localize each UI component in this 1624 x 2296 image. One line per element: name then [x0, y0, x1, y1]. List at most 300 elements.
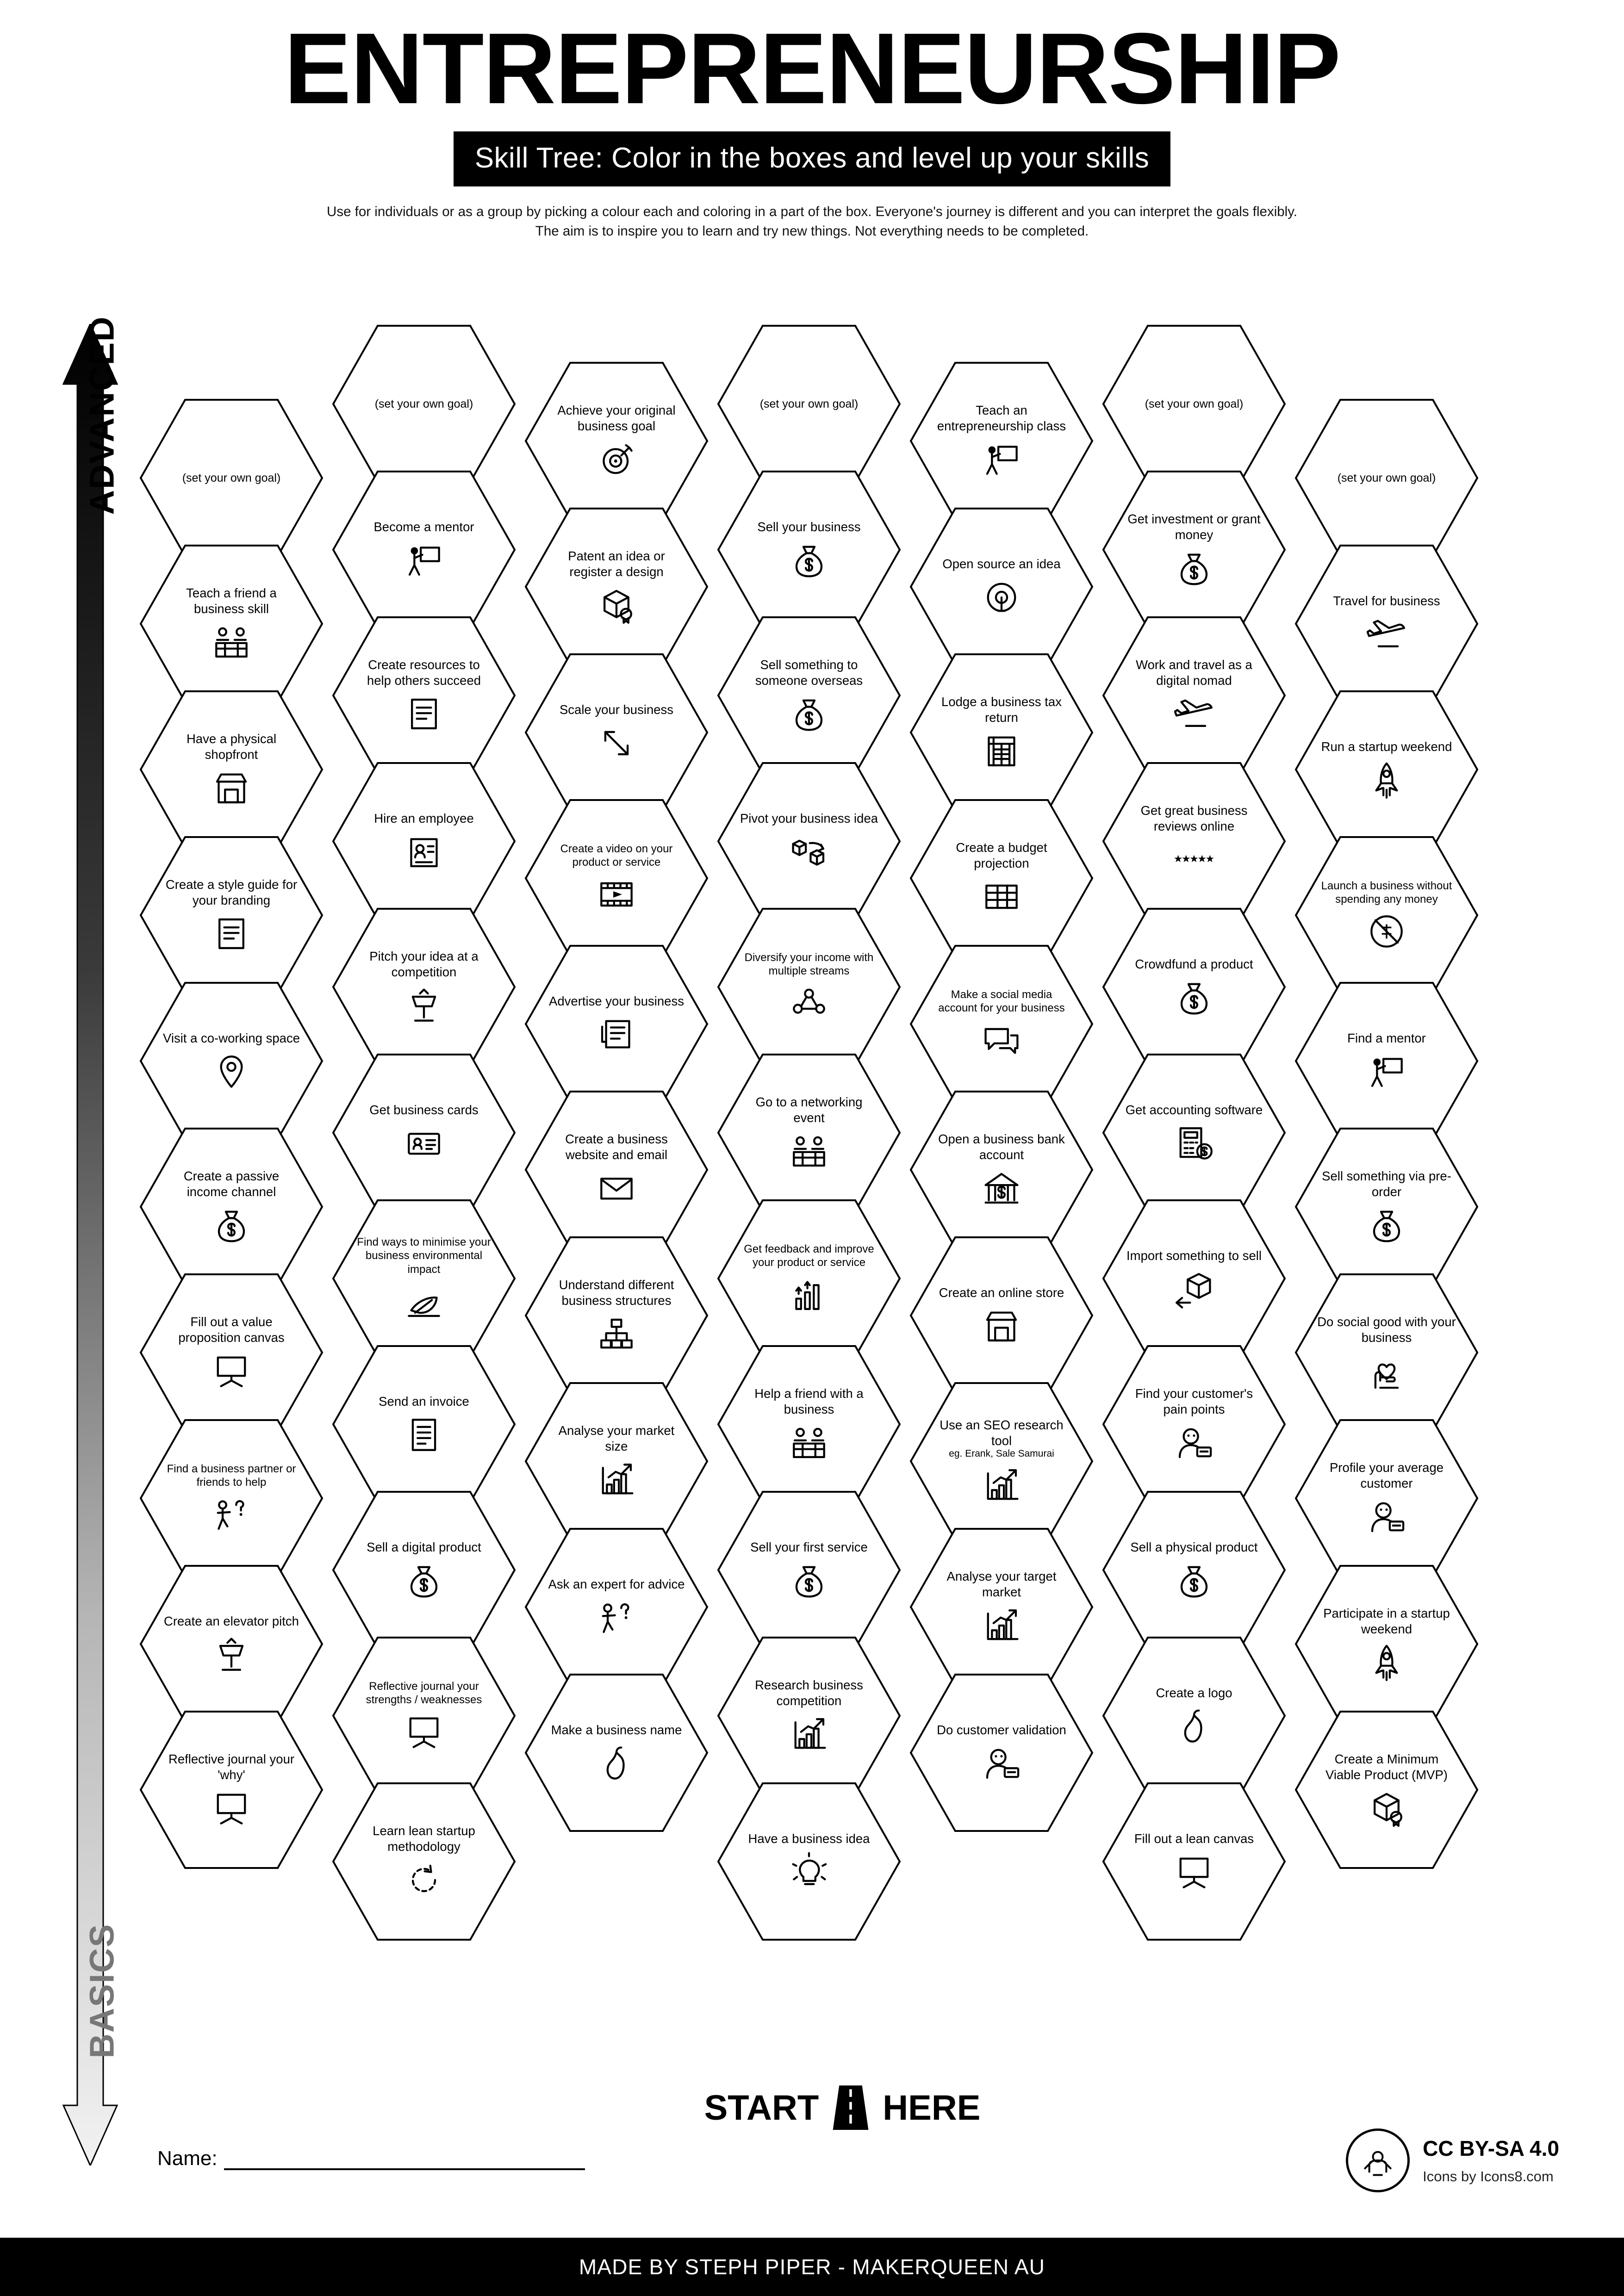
- accounting-icon: [1174, 1123, 1214, 1163]
- hex-content: [738, 634, 880, 757]
- money-bag-icon: [404, 1561, 444, 1601]
- hex-label: Use an SEO research tool: [940, 1418, 1064, 1448]
- hex-label: Make a social media account for your business: [938, 988, 1065, 1014]
- start-here-marker: [666, 2082, 1018, 2133]
- money-bag-icon: [1174, 548, 1214, 588]
- hex-content: [353, 1654, 495, 1777]
- hex-content: [1315, 854, 1458, 977]
- skill-hex[interactable]: [331, 1198, 516, 1359]
- package-seal-icon: [1367, 1788, 1406, 1828]
- stars-icon: [1174, 840, 1214, 880]
- hex-label: Run a startup weekend: [1321, 739, 1452, 754]
- hex-label: Find a mentor: [1347, 1031, 1426, 1046]
- hex-content: [353, 342, 495, 465]
- skill-hex[interactable]: [909, 1381, 1094, 1541]
- hex-label: Create a video on your product or service: [560, 842, 673, 869]
- skill-hex[interactable]: [139, 1564, 324, 1724]
- skill-hex[interactable]: [1294, 1710, 1479, 1870]
- hex-label: Participate in a startup weekend: [1323, 1606, 1450, 1636]
- presenter-icon: [982, 440, 1021, 479]
- podium-icon: [212, 1635, 251, 1675]
- skill-hex[interactable]: [1101, 324, 1287, 484]
- skill-hex[interactable]: [524, 507, 709, 667]
- presenter-icon: [1367, 1052, 1406, 1092]
- name-label: Name:: [157, 2147, 218, 2170]
- invoice-icon: [404, 1415, 444, 1455]
- hex-label: Pitch your idea at a competition: [369, 949, 479, 979]
- hex-label: Create a passive income channel: [183, 1169, 280, 1199]
- hex-content: [1123, 634, 1265, 757]
- customer-icon: [1367, 1497, 1406, 1537]
- hex-content: [1123, 342, 1265, 465]
- hex-label: Create a logo: [1156, 1686, 1232, 1700]
- hex-content: [160, 1437, 303, 1560]
- hex-label: Find a business partner or friends to help: [167, 1462, 296, 1489]
- skill-hex[interactable]: [1101, 1636, 1287, 1796]
- skill-hex[interactable]: [716, 1053, 902, 1213]
- presenter-icon: [404, 540, 444, 580]
- hex-content: [160, 854, 303, 977]
- rocket-icon: [1367, 760, 1406, 800]
- skill-hex[interactable]: [1294, 1127, 1479, 1287]
- difficulty-axis: [49, 316, 148, 2166]
- hex-content: [1123, 1508, 1265, 1632]
- skill-hex[interactable]: [139, 1127, 324, 1287]
- name-input[interactable]: [224, 2149, 585, 2170]
- hex-label: Make a business name: [551, 1723, 682, 1738]
- skill-hex[interactable]: [1294, 1272, 1479, 1433]
- skill-hex[interactable]: [1294, 981, 1479, 1141]
- hex-label: Help a friend with a business: [754, 1386, 864, 1416]
- money-bag-icon: [1367, 1205, 1406, 1245]
- bar-chart-up-icon: [597, 1460, 636, 1500]
- hex-label: Create a style guide for your branding: [165, 877, 298, 907]
- skill-hex[interactable]: [1294, 1418, 1479, 1578]
- skill-hex[interactable]: [331, 615, 516, 776]
- skill-hex[interactable]: [139, 398, 324, 558]
- hex-content: [930, 671, 1073, 794]
- hex-label: Analyse your target market: [946, 1569, 1057, 1599]
- skill-hex[interactable]: [716, 1490, 902, 1650]
- hex-content: [545, 1108, 688, 1231]
- hex-label: Sell your first service: [750, 1540, 868, 1555]
- hex-content: [930, 379, 1073, 503]
- skill-hex[interactable]: [331, 1490, 516, 1650]
- hex-content: [1123, 1654, 1265, 1777]
- hex-content: [738, 1800, 880, 1923]
- start-label: START: [704, 2088, 819, 2128]
- skill-hex[interactable]: [909, 507, 1094, 667]
- hex-content: [1315, 562, 1458, 685]
- hex-label: Create a business website and email: [565, 1132, 668, 1162]
- skill-hex[interactable]: [139, 544, 324, 704]
- hex-label: Sell a digital product: [367, 1540, 481, 1555]
- id-badge-icon: [404, 832, 444, 872]
- hex-label: Achieve your original business goal: [557, 403, 676, 433]
- bar-chart-up-icon: [982, 1465, 1021, 1505]
- hex-content: [930, 1108, 1073, 1231]
- skill-hex[interactable]: [524, 1673, 709, 1833]
- skill-hex[interactable]: [716, 907, 902, 1067]
- scale-arrow-icon: [597, 723, 636, 763]
- hex-content: [738, 1217, 880, 1340]
- teach-friend-icon: [212, 622, 251, 662]
- page-title: ENTREPRENEURSHIP: [284, 12, 1340, 125]
- hex-content: [930, 1400, 1073, 1523]
- bank-icon: [982, 1168, 1021, 1208]
- axis-label-basics: BASICS: [82, 1923, 121, 2059]
- person-question-icon: [597, 1598, 636, 1638]
- hex-content: [738, 1363, 880, 1486]
- hex-content: [353, 1217, 495, 1340]
- hex-label: Get investment or grant money: [1127, 512, 1261, 542]
- skill-hex[interactable]: [524, 361, 709, 521]
- skill-hex[interactable]: [1101, 470, 1287, 630]
- table-icon: [982, 877, 1021, 917]
- business-card-icon: [404, 1123, 444, 1163]
- hex-content: [353, 634, 495, 757]
- hex-content: [545, 379, 688, 503]
- hex-content: [353, 1800, 495, 1923]
- skill-hex[interactable]: [909, 1090, 1094, 1250]
- hex-label: (set your own goal): [759, 397, 859, 410]
- package-seal-icon: [597, 585, 636, 625]
- hex-content: [545, 525, 688, 648]
- skill-hex[interactable]: [1294, 689, 1479, 850]
- skill-hex[interactable]: [331, 1781, 516, 1942]
- hex-label: (set your own goal): [374, 397, 473, 410]
- hex-content: [1123, 1800, 1265, 1923]
- hex-label: (set your own goal): [1337, 471, 1436, 484]
- hex-content: [1315, 708, 1458, 831]
- hex-content: [353, 925, 495, 1049]
- hex-label: Learn lean startup methodology: [373, 1824, 475, 1854]
- skill-hex[interactable]: [331, 1636, 516, 1796]
- hex-label: Sell something to someone overseas: [755, 658, 863, 688]
- skill-hex[interactable]: [331, 761, 516, 921]
- document-icon: [212, 914, 251, 954]
- skill-hex[interactable]: [909, 944, 1094, 1104]
- hex-label: Open source an idea: [942, 557, 1061, 571]
- hex-label: Understand different business structures: [559, 1278, 674, 1308]
- skill-hex[interactable]: [1101, 1198, 1287, 1359]
- skill-hex[interactable]: [1294, 835, 1479, 995]
- skill-hex[interactable]: [716, 615, 902, 776]
- hex-label: Do social good with your business: [1317, 1315, 1456, 1345]
- skill-hex[interactable]: [524, 1381, 709, 1541]
- hex-label: Teach a friend a business skill: [186, 586, 277, 616]
- hex-content: [1315, 1728, 1458, 1851]
- target-icon: [597, 440, 636, 479]
- hex-label: Scale your business: [559, 702, 674, 717]
- skill-hex[interactable]: [139, 689, 324, 850]
- hex-label: Send an invoice: [379, 1394, 469, 1409]
- money-bag-icon: [789, 1561, 829, 1601]
- skill-hex[interactable]: [331, 1053, 516, 1213]
- hex-content: [930, 525, 1073, 648]
- license-block: [1346, 2128, 1559, 2192]
- skill-hex[interactable]: [1101, 1781, 1287, 1942]
- hex-content: [738, 780, 880, 903]
- hex-content: [1315, 1291, 1458, 1414]
- customer-icon: [1174, 1423, 1214, 1463]
- customer-icon: [982, 1744, 1021, 1783]
- hex-content: [545, 1691, 688, 1814]
- bar-chart-up-icon: [789, 1714, 829, 1754]
- hex-label: Reflective journal your 'why': [168, 1752, 295, 1782]
- skill-hex[interactable]: [524, 798, 709, 958]
- skill-hex[interactable]: [716, 761, 902, 921]
- hex-content: [930, 1254, 1073, 1377]
- hex-label: (set your own goal): [182, 471, 281, 484]
- cc-by-sa-icon: [1346, 2128, 1410, 2192]
- hex-content: [160, 708, 303, 831]
- skill-hex[interactable]: [524, 944, 709, 1104]
- hex-label: Get great business reviews online: [1140, 803, 1248, 833]
- license-name: CC BY-SA 4.0: [1423, 2136, 1559, 2160]
- hex-content: [1315, 1437, 1458, 1560]
- hex-content: [160, 999, 303, 1123]
- hex-label: Sell a physical product: [1130, 1540, 1258, 1555]
- hex-content: [930, 1545, 1073, 1669]
- hex-label: Work and travel as a digital nomad: [1136, 658, 1252, 688]
- skill-hex[interactable]: [331, 324, 516, 484]
- skill-hex[interactable]: [139, 1710, 324, 1870]
- axis-label-advanced: ADVANCED: [82, 316, 121, 515]
- hex-label: Crowdfund a product: [1135, 957, 1253, 972]
- hex-content: [1123, 1217, 1265, 1340]
- skill-hex[interactable]: [1101, 1053, 1287, 1213]
- easel-icon: [404, 1712, 444, 1752]
- pivot-boxes-icon: [789, 832, 829, 872]
- hex-label: Import something to sell: [1126, 1248, 1262, 1263]
- skill-hex[interactable]: [1101, 907, 1287, 1067]
- hex-label: Become a mentor: [373, 520, 474, 534]
- network-icon: [789, 983, 829, 1023]
- hex-label: Patent an idea or register a design: [568, 549, 665, 579]
- form-icon: [982, 731, 1021, 771]
- money-bag-icon: [1174, 1561, 1214, 1601]
- hex-content: [1123, 780, 1265, 903]
- rocket-icon: [1367, 1643, 1406, 1682]
- leaf-hand-icon: [404, 1282, 444, 1322]
- open-source-icon: [982, 577, 1021, 617]
- hex-label: Visit a co-working space: [162, 1031, 300, 1046]
- skill-hex[interactable]: [716, 1781, 902, 1942]
- skill-hex[interactable]: [139, 1272, 324, 1433]
- skill-hex[interactable]: [1101, 1344, 1287, 1504]
- hex-content: [353, 488, 495, 611]
- chat-icon: [982, 1020, 1021, 1060]
- bar-chart-up-icon: [982, 1606, 1021, 1645]
- hex-label: Reflective journal your strengths / weaknesses: [366, 1680, 482, 1706]
- hex-content: [353, 780, 495, 903]
- hex-content: [160, 562, 303, 685]
- hex-label: Get feedback and improve your product or service: [744, 1242, 874, 1269]
- hex-label: Find ways to minimise your business environmental impact: [357, 1236, 491, 1276]
- hex-content: [545, 1254, 688, 1377]
- document-icon: [404, 694, 444, 734]
- hex-label: Create resources to help others succeed: [367, 658, 481, 688]
- hex-content: [930, 962, 1073, 1086]
- subtitle-banner: Skill Tree: Color in the boxes and level up your skills: [454, 131, 1171, 186]
- hex-content: [545, 1545, 688, 1669]
- easel-icon: [1174, 1852, 1214, 1892]
- skill-hex[interactable]: [909, 1673, 1094, 1833]
- hex-content: [545, 817, 688, 940]
- hex-label: Open a business bank account: [938, 1132, 1065, 1162]
- hex-label: Sell something via pre-order: [1322, 1169, 1451, 1199]
- import-box-icon: [1174, 1269, 1214, 1309]
- hex-label: Advertise your business: [549, 994, 684, 1009]
- hex-label: Hire an employee: [374, 811, 474, 826]
- skill-hex[interactable]: [524, 1235, 709, 1396]
- hex-content: [160, 1291, 303, 1414]
- hex-label: Lodge a business tax return: [941, 695, 1062, 725]
- hex-label: Create an elevator pitch: [164, 1614, 299, 1629]
- skill-hex[interactable]: [909, 361, 1094, 521]
- skill-hex[interactable]: [331, 907, 516, 1067]
- easel-icon: [212, 1788, 251, 1828]
- hex-label: Create a Minimum Viable Product (MVP): [1325, 1752, 1448, 1782]
- money-bag-icon: [789, 540, 829, 580]
- skill-hex[interactable]: [909, 1527, 1094, 1687]
- skill-hex[interactable]: [524, 652, 709, 813]
- hex-content: [353, 1363, 495, 1486]
- intro-paragraph: Use for individuals or as a group by picking a colour each and coloring in a part of the box. Everyone's journey is different and you can interpret the goals flexibly. The aim is to inspire you to learn and try new things. Not everything needs to be completed.: [327, 204, 1297, 239]
- logo-pear-icon: [1174, 1706, 1214, 1746]
- skill-hex[interactable]: [139, 981, 324, 1141]
- hex-content: [738, 925, 880, 1049]
- shop-icon: [982, 1306, 1021, 1346]
- hex-content: [1123, 1071, 1265, 1194]
- license-attribution: Icons by Icons8.com: [1423, 2168, 1554, 2184]
- hex-sublabel: eg. Erank, Sale Samurai: [949, 1448, 1054, 1459]
- hex-label: Create an online store: [939, 1285, 1064, 1300]
- hex-content: [1315, 999, 1458, 1123]
- hex-content: [738, 488, 880, 611]
- skill-hex[interactable]: [909, 798, 1094, 958]
- skill-hex[interactable]: [909, 652, 1094, 813]
- hex-content: [738, 1508, 880, 1632]
- skill-hex[interactable]: [716, 1636, 902, 1796]
- skill-hex[interactable]: [331, 1344, 516, 1504]
- money-bag-icon: [789, 694, 829, 734]
- skill-hex[interactable]: [716, 1198, 902, 1359]
- easel-icon: [212, 1351, 251, 1391]
- skill-hex[interactable]: [1101, 1490, 1287, 1650]
- envelope-icon: [597, 1168, 636, 1208]
- road-icon: [831, 2085, 871, 2130]
- hex-content: [1315, 416, 1458, 540]
- hex-content: [1315, 1145, 1458, 1268]
- here-label: HERE: [883, 2088, 981, 2128]
- hand-heart-icon: [1367, 1351, 1406, 1391]
- hex-content: [545, 1400, 688, 1523]
- skill-hex[interactable]: [139, 835, 324, 995]
- skill-hex[interactable]: [524, 1527, 709, 1687]
- teach-friend-icon: [789, 1131, 829, 1171]
- person-question-icon: [212, 1495, 251, 1534]
- shop-icon: [212, 768, 251, 808]
- hex-content: [738, 1654, 880, 1777]
- hex-label: Fill out a value proposition canvas: [178, 1315, 285, 1345]
- skill-hex[interactable]: [331, 470, 516, 630]
- skill-hex[interactable]: [524, 1090, 709, 1250]
- skill-hex[interactable]: [1294, 544, 1479, 704]
- logo-pear-icon: [597, 1744, 636, 1783]
- ad-icon: [597, 1015, 636, 1055]
- location-pin-icon: [212, 1052, 251, 1092]
- hex-content: [545, 962, 688, 1086]
- hex-label: Do customer validation: [937, 1723, 1066, 1738]
- hex-label: Pivot your business idea: [740, 811, 878, 826]
- name-row: [157, 2147, 585, 2170]
- skill-hex[interactable]: [716, 1344, 902, 1504]
- hex-content: [545, 671, 688, 794]
- axis-arrow-icon: [62, 324, 118, 2166]
- hex-label: Profile your average customer: [1329, 1460, 1444, 1490]
- footer-credit: MADE BY STEPH PIPER - MAKERQUEEN AU: [579, 2255, 1045, 2279]
- hex-label: Launch a business without spending any money: [1321, 879, 1452, 906]
- skill-hex[interactable]: [716, 470, 902, 630]
- money-bag-icon: [212, 1205, 251, 1245]
- improve-icon: [789, 1275, 829, 1315]
- hex-label: Fill out a lean canvas: [1134, 1831, 1254, 1846]
- hex-label: Create a budget projection: [956, 840, 1047, 870]
- hex-content: [738, 1071, 880, 1194]
- hex-label: Have a business idea: [748, 1831, 870, 1846]
- skill-hex[interactable]: [909, 1235, 1094, 1396]
- hex-content: [738, 342, 880, 465]
- skill-hex[interactable]: [1101, 615, 1287, 776]
- hex-label: Find your customer's pain points: [1135, 1386, 1253, 1416]
- poster-header: [0, 0, 1624, 241]
- hex-content: [353, 1071, 495, 1194]
- podium-icon: [404, 986, 444, 1025]
- hex-content: [1315, 1582, 1458, 1706]
- hex-label: (set your own goal): [1145, 397, 1244, 410]
- hex-content: [160, 1582, 303, 1706]
- skill-hex[interactable]: [139, 1418, 324, 1578]
- hex-content: [1123, 488, 1265, 611]
- hex-label: Get business cards: [369, 1103, 479, 1117]
- hex-label: Get accounting software: [1125, 1103, 1263, 1117]
- hex-content: [160, 1145, 303, 1268]
- hex-label: Teach an entrepreneurship class: [937, 403, 1066, 433]
- video-icon: [597, 875, 636, 914]
- skill-hex[interactable]: [1294, 1564, 1479, 1724]
- hex-content: [353, 1508, 495, 1632]
- hex-content: [930, 817, 1073, 940]
- hex-label: Analyse your market size: [558, 1423, 675, 1453]
- hex-content: [160, 1728, 303, 1851]
- skill-hex[interactable]: [1101, 761, 1287, 921]
- hex-content: [1123, 925, 1265, 1049]
- hex-label: Research business competition: [755, 1678, 863, 1708]
- hex-content: [930, 1691, 1073, 1814]
- hex-label: Have a physical shopfront: [186, 732, 277, 762]
- plane-icon: [1174, 694, 1214, 734]
- footer-bar: [0, 2238, 1624, 2296]
- hex-content: [160, 416, 303, 540]
- skill-hex[interactable]: [716, 324, 902, 484]
- skill-hex[interactable]: [1294, 398, 1479, 558]
- refresh-icon: [404, 1860, 444, 1900]
- plane-icon: [1367, 614, 1406, 654]
- hex-label: Travel for business: [1333, 594, 1440, 608]
- hex-label: Diversify your income with multiple streams: [744, 951, 874, 977]
